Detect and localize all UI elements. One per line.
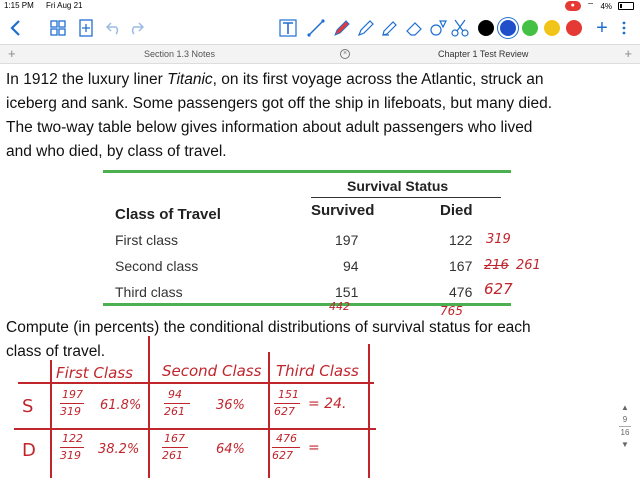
paragraph-line-2: iceberg and sank. Some passengers got off the ship in lifeboats, but many died.	[6, 95, 552, 112]
pen-icon[interactable]	[332, 18, 352, 38]
d-first-pct: 38.2%	[98, 442, 140, 457]
col-header-died: Died	[440, 202, 473, 219]
d-second-num: 167	[164, 432, 185, 445]
highlighter-icon[interactable]	[380, 18, 400, 38]
date: Fri Aug 21	[46, 1, 83, 10]
cell-first-died: 122	[449, 232, 473, 248]
table-top-rule	[103, 170, 511, 173]
scroll-down-icon[interactable]: ▼	[621, 440, 629, 449]
pen2-icon[interactable]	[356, 18, 376, 38]
handwritten-struck-total: 216	[484, 258, 509, 273]
color-green-swatch[interactable]	[522, 20, 538, 36]
d-third-eq: =	[308, 440, 320, 456]
d-second-den: 261	[162, 449, 183, 462]
grid-header-first: First Class	[56, 364, 133, 382]
cell-first-survived: 197	[335, 232, 359, 248]
d-second-fraction-bar	[162, 447, 188, 448]
grid-middle-line	[14, 428, 376, 430]
s-second-num: 94	[168, 388, 182, 401]
row-label-first: First class	[115, 232, 178, 248]
group-header: Survival Status	[347, 178, 449, 194]
s-second-pct: 36%	[216, 398, 245, 413]
paragraph-text: In 1912 the luxury liner	[6, 71, 168, 88]
grid-header-line	[18, 382, 374, 384]
status-bar	[0, 0, 640, 12]
cell-second-survived: 94	[343, 258, 359, 274]
grid-header-third: Third Class	[276, 362, 359, 380]
battery-label: 4%	[600, 1, 612, 11]
grid-row-d: D	[22, 440, 36, 461]
shapes-icon[interactable]	[428, 18, 448, 38]
recording-indicator: ●	[565, 1, 581, 11]
scissors-icon[interactable]	[450, 18, 470, 38]
grid-col-line-2	[148, 336, 150, 478]
close-tab-icon[interactable]: ×	[340, 49, 350, 59]
tab-section-notes[interactable]: Section 1.3 Notes	[144, 49, 216, 59]
paragraph-text: , on its first voyage across the Atlantic, struck an	[212, 71, 544, 88]
back-icon[interactable]	[6, 18, 26, 38]
text-icon[interactable]	[278, 18, 298, 38]
d-first-num: 122	[62, 432, 83, 445]
paragraph-line-4: and who died, by class of travel.	[6, 143, 227, 160]
thumbnails-icon[interactable]	[48, 18, 68, 38]
col-header-survived: Survived	[311, 202, 375, 219]
handwritten-total-died: 765	[440, 304, 463, 318]
s-first-fraction-bar	[60, 403, 84, 404]
color-black-swatch[interactable]	[478, 20, 494, 36]
color-yellow-swatch[interactable]	[544, 20, 560, 36]
d-first-den: 319	[60, 449, 81, 462]
new-tab-icon[interactable]: +	[8, 46, 16, 61]
s-second-fraction-bar	[164, 403, 190, 404]
tab-chapter-review[interactable]: Chapter 1 Test Review	[438, 49, 529, 59]
ship-name: Titanic	[167, 71, 213, 88]
s-first-num: 197	[62, 388, 83, 401]
handwritten-total-first: 319	[486, 232, 511, 247]
group-header-rule	[311, 197, 501, 198]
wifi-icon: ⌔	[586, 1, 595, 10]
s-third-eq: = 24.	[308, 396, 347, 412]
handwritten-total-third: 627	[484, 280, 513, 298]
color-red-swatch[interactable]	[566, 20, 582, 36]
survival-table	[103, 170, 511, 308]
color-blue-swatch[interactable]	[500, 20, 516, 36]
s-first-den: 319	[60, 405, 81, 418]
scroll-up-icon[interactable]: ▲	[621, 403, 629, 412]
d-first-fraction-bar	[60, 447, 84, 448]
grid-row-s: S	[22, 396, 34, 417]
grid-header-second: Second Class	[162, 362, 262, 380]
d-third-fraction-bar	[272, 447, 300, 448]
grid-col-line-3	[268, 352, 270, 478]
row-header: Class of Travel	[115, 206, 221, 223]
question-line-2: class of travel.	[6, 343, 106, 360]
paragraph-line-1	[6, 68, 543, 92]
row-label-third: Third class	[115, 284, 183, 300]
tab-bar	[0, 44, 640, 64]
cell-second-died: 167	[449, 258, 473, 274]
undo-icon[interactable]	[104, 18, 124, 38]
battery-icon	[618, 2, 634, 10]
cell-third-survived: 151	[335, 284, 359, 300]
handwritten-total-survived: 442	[329, 300, 350, 313]
s-first-pct: 61.8%	[100, 398, 142, 413]
page-current: 9	[622, 415, 628, 424]
more-icon[interactable]	[614, 18, 634, 38]
handwritten-total-second: 261	[516, 258, 541, 273]
d-third-den: 627	[272, 449, 293, 462]
page-total: 16	[620, 428, 630, 437]
s-third-num: 151	[278, 388, 299, 401]
add-icon[interactable]: +	[596, 16, 608, 39]
grid-col-line-4	[368, 344, 370, 478]
s-third-den: 627	[274, 405, 295, 418]
line-icon[interactable]	[306, 18, 326, 38]
page-indicator[interactable]	[616, 402, 634, 451]
add-page-icon[interactable]	[76, 18, 96, 38]
row-label-second: Second class	[115, 258, 199, 274]
redo-icon[interactable]	[126, 18, 146, 38]
eraser-icon[interactable]	[404, 18, 424, 38]
d-second-pct: 64%	[216, 442, 245, 457]
paragraph-line-3: The two-way table below gives information about adult passengers who lived	[6, 119, 533, 136]
grid-col-line-1	[50, 360, 52, 478]
d-third-num: 476	[276, 432, 297, 445]
s-third-fraction-bar	[274, 403, 300, 404]
s-second-den: 261	[164, 405, 185, 418]
toolbar	[0, 12, 640, 44]
question-line-1: Compute (in percents) the conditional distributions of survival status for each	[6, 319, 531, 336]
cell-third-died: 476	[449, 284, 473, 300]
tab-add-icon[interactable]: +	[624, 46, 632, 61]
clock: 1:15 PM	[4, 1, 34, 10]
